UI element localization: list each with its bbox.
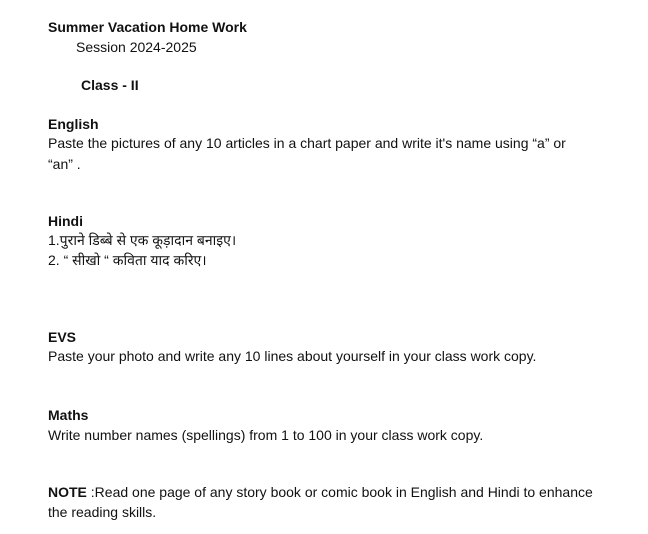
note-text-line2: the reading skills. [48, 504, 157, 520]
english-instruction-line1: Paste the pictures of any 10 articles in a chart paper and write it's name using “a” or [48, 135, 566, 151]
hindi-heading: Hindi [48, 213, 83, 229]
evs-instruction: Paste your photo and write any 10 lines about yourself in your class work copy. [48, 348, 537, 364]
hindi-item-2: 2. “ सीखो “ कविता याद करिए। [48, 252, 207, 268]
english-heading: English [48, 116, 99, 132]
session-label: Session 2024-2025 [76, 39, 197, 55]
note-label: NOTE [48, 484, 87, 500]
note-line1 [48, 482, 593, 502]
maths-instruction: Write number names (spellings) from 1 to 100 in your class work copy. [48, 427, 484, 443]
class-label: Class - II [81, 77, 139, 93]
maths-heading: Maths [48, 407, 89, 423]
english-instruction-line2: “an” . [48, 156, 81, 172]
document-title: Summer Vacation Home Work [48, 19, 247, 35]
note-text-line1: :Read one page of any story book or comic book in English and Hindi to enhance [86, 484, 593, 500]
hindi-item-1: 1.पुराने डिब्बे से एक कूड़ादान बनाइए। [48, 232, 237, 248]
evs-heading: EVS [48, 329, 77, 345]
